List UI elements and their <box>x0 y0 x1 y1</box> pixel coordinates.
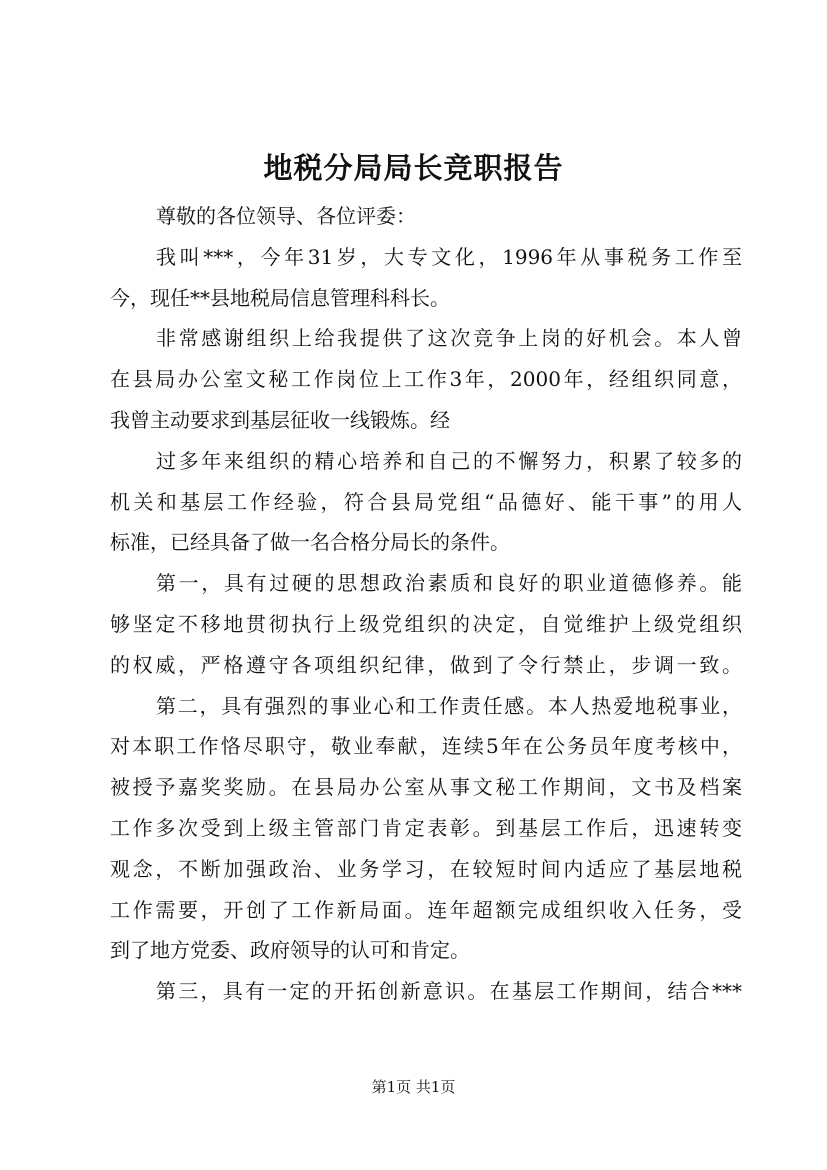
paragraph-line: 够坚定不移地贯彻执行上级党组织的决定，自觉维护上级党组织 <box>110 611 742 636</box>
salutation-line: 尊敬的各位领导、各位评委： <box>156 204 416 228</box>
paragraph-line: 第二，具有强烈的事业心和工作责任感。本人热爱地税事业， <box>156 693 742 718</box>
paragraph-line: 过多年来组织的精心培养和自己的不懈努力，积累了较多的 <box>156 448 742 473</box>
paragraph-line: 标准，已经具备了做一名合格分局长的条件。 <box>110 530 510 555</box>
paragraph-line: 我曾主动要求到基层征收一线锻炼。经 <box>110 407 450 432</box>
page-footer: 第1页 共1页 <box>371 1078 456 1096</box>
paragraph-line: 到了地方党委、政府领导的认可和肯定。 <box>110 938 470 963</box>
paragraph-line: 今，现任**县地税局信息管理科科长。 <box>110 285 450 310</box>
paragraph-line: 第三，具有一定的开拓创新意识。在基层工作期间，结合*** <box>156 979 742 1004</box>
paragraph-line: 工作多次受到上级主管部门肯定表彰。到基层工作后，迅速转变 <box>110 815 742 840</box>
document-body <box>110 196 742 1012</box>
paragraph-line: 在县局办公室文秘工作岗位上工作3年，2000年，经组织同意， <box>110 367 742 392</box>
paragraph-line: 第一，具有过硬的思想政治素质和良好的职业道德修养。能 <box>156 571 742 596</box>
paragraph-line: 对本职工作恪尽职守，敬业奉献，连续5年在公务员年度考核中， <box>110 734 742 759</box>
paragraph-line: 机关和基层工作经验，符合县局党组“品德好、能干事”的用人 <box>110 489 742 514</box>
paragraph-line: 非常感谢组织上给我提供了这次竞争上岗的好机会。本人曾 <box>156 326 742 351</box>
paragraph-line: 观念，不断加强政治、业务学习，在较短时间内适应了基层地税 <box>110 856 742 881</box>
paragraph-line: 被授予嘉奖奖励。在县局办公室从事文秘工作期间，文书及档案 <box>110 775 742 800</box>
paragraph-line: 工作需要，开创了工作新局面。连年超额完成组织收入任务，受 <box>110 897 742 922</box>
paragraph-line: 的权威，严格遵守各项组织纪律，做到了令行禁止，步调一致。 <box>110 652 742 677</box>
document-title: 地税分局局长竞职报告 <box>263 151 564 185</box>
paragraph-line: 我叫***，今年31岁，大专文化，1996年从事税务工作至 <box>156 244 742 269</box>
